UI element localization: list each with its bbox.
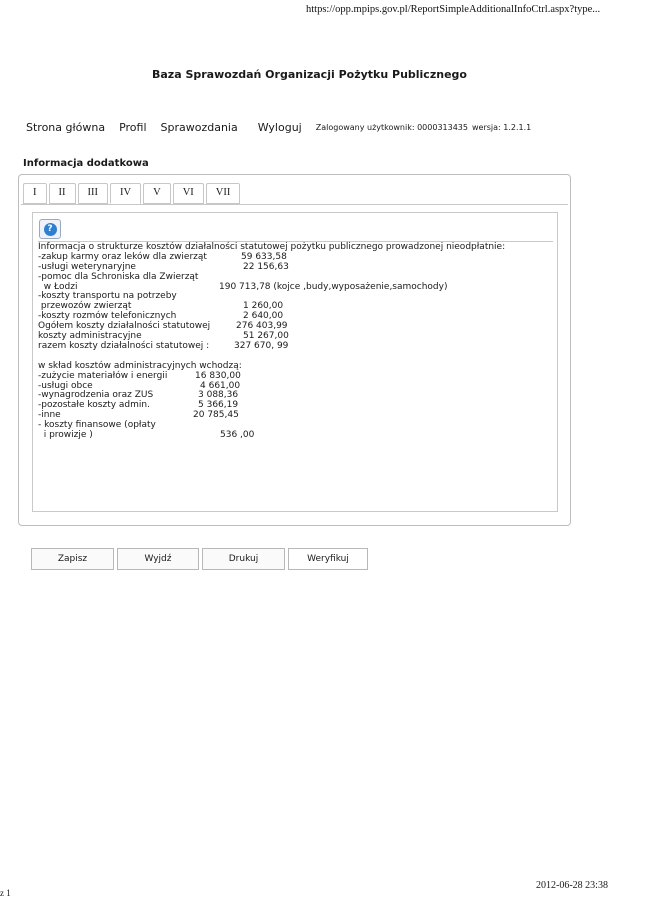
- cost-row: koszty administracyjne 51 267,00: [38, 331, 289, 342]
- tab-i[interactable]: I: [23, 183, 47, 204]
- cost-row: przewozów zwierząt 1 260,00: [38, 301, 284, 312]
- cost-row: -koszty transportu na potrzeby: [38, 291, 177, 302]
- logged-user: Zalogowany użytkownik: 0000313435: [315, 122, 468, 132]
- page-url: https://opp.mpips.gov.pl/ReportSimpleAdditionalInfoCtrl.aspx?type...: [306, 4, 601, 15]
- report-textarea[interactable]: [38, 241, 553, 441]
- tab-vi[interactable]: VI: [173, 183, 204, 204]
- cost-row: -zakup karmy oraz leków dla zwierząt 59 633,58: [38, 251, 287, 262]
- admin-cost-row: -inne 20 785,45: [38, 410, 239, 421]
- exit-button[interactable]: Wyjdź: [117, 548, 199, 570]
- tab-iv[interactable]: IV: [110, 183, 141, 204]
- login-info: [316, 123, 532, 132]
- section-title: Informacja dodatkowa: [23, 158, 149, 169]
- tab-iii[interactable]: III: [78, 183, 109, 204]
- tab-strip: [23, 183, 242, 204]
- cost-row: Ogółem koszty działalności statutowej 276 403,99: [38, 321, 288, 332]
- tab-divider: [21, 204, 568, 205]
- app-title: Baza Sprawozdań Organizacji Pożytku Publicznego: [152, 68, 467, 81]
- nav-home-link[interactable]: Strona główna: [26, 120, 106, 134]
- admin-cost-row: -pozostałe koszty admin. 5 366,19: [38, 400, 239, 411]
- action-buttons: [31, 548, 371, 570]
- main-nav: [26, 118, 531, 136]
- print-button[interactable]: Drukuj: [202, 548, 285, 570]
- save-button[interactable]: Zapisz: [31, 548, 114, 570]
- tab-vii[interactable]: VII: [206, 183, 241, 204]
- admin-heading: w skład kosztów administracyjnych wchodzą:: [38, 360, 242, 371]
- print-timestamp: 2012-06-28 23:38: [536, 880, 608, 891]
- tab-ii[interactable]: II: [49, 183, 76, 204]
- report-content: [32, 212, 558, 512]
- cost-row: razem koszty działalności statutowej : 327 670, 99: [38, 340, 289, 351]
- help-button[interactable]: [39, 219, 61, 239]
- nav-reports-link[interactable]: Sprawozdania: [160, 120, 238, 134]
- nav-logout-link[interactable]: Wyloguj: [257, 120, 302, 134]
- info-panel: [18, 174, 571, 526]
- admin-cost-row: -wynagrodzenia oraz ZUS 3 088,36: [38, 390, 239, 401]
- admin-cost-row: i prowizje ) 536 ,00: [38, 430, 255, 441]
- cost-row: -koszty rozmów telefonicznych 2 640,00: [38, 311, 284, 322]
- admin-cost-row: -usługi obce 4 661,00: [38, 380, 241, 391]
- report-heading: Informacja o strukturze kosztów działalności statutowej pożytku publicznego prowadzonej nieodpłatnie:: [38, 242, 506, 252]
- verify-button[interactable]: Weryfikuj: [288, 548, 368, 570]
- admin-cost-row: -zużycie materiałów i energii 16 830,00: [38, 370, 241, 381]
- cost-row: w Łodzi 190 713,78 (kojce ,budy,wyposażenie,samochody): [38, 281, 448, 292]
- nav-profile-link[interactable]: Profil: [119, 120, 147, 134]
- admin-cost-row: - koszty finansowe (opłaty: [38, 420, 156, 431]
- tab-v[interactable]: V: [143, 183, 171, 204]
- cost-row: -pomoc dla Schroniska dla Zwierząt: [38, 271, 199, 282]
- app-version: wersja: 1.2.1.1: [472, 122, 532, 132]
- page-number: z 1: [0, 888, 11, 898]
- cost-row: -usługi weterynaryjne 22 156,63: [38, 261, 289, 272]
- help-icon: ?: [44, 223, 57, 236]
